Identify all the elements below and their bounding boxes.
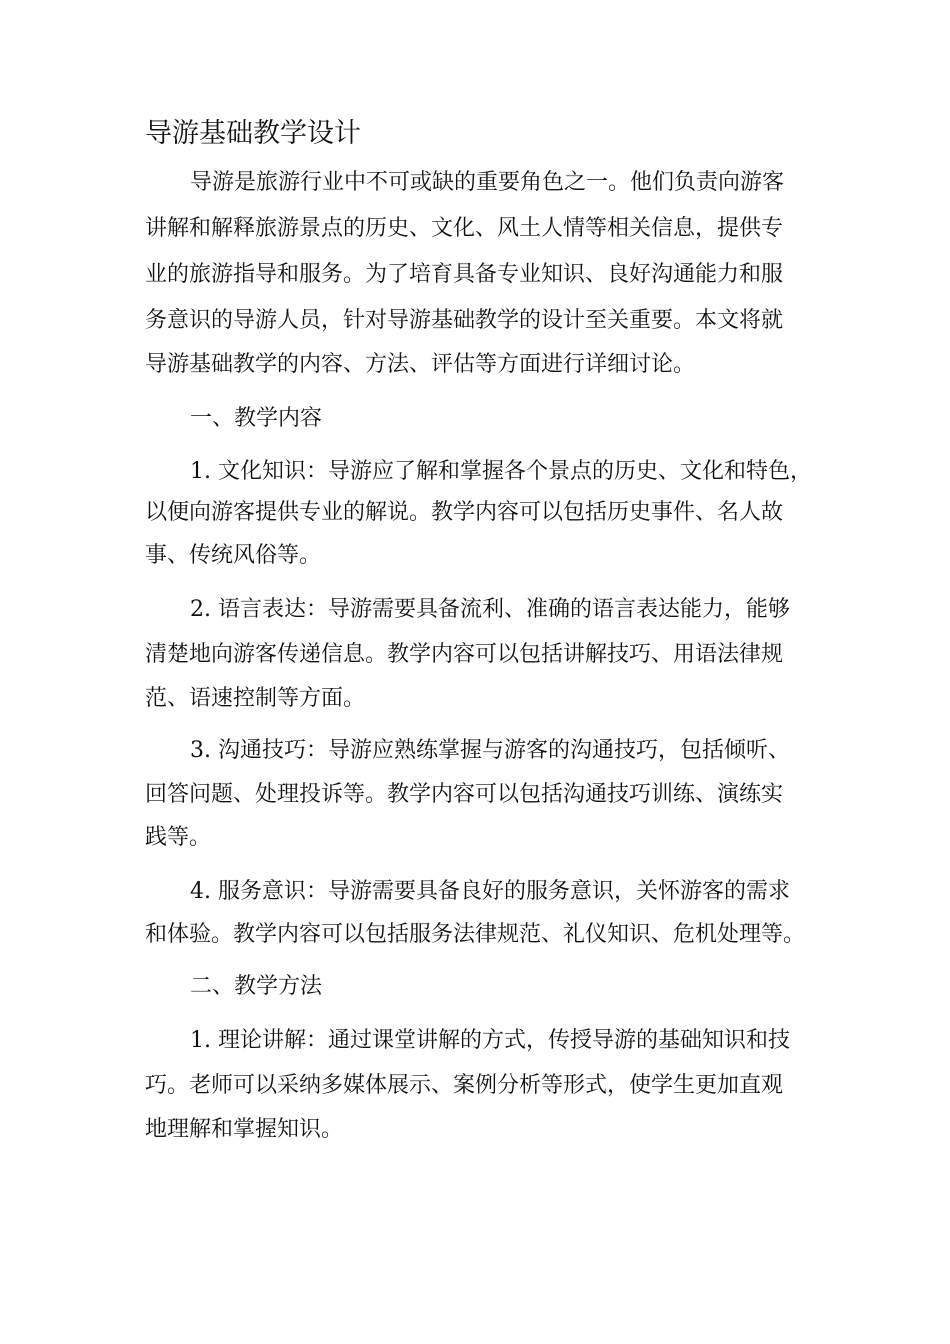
paragraph-line: 导游基础教学的内容、方法、评估等方面进行详细讨论。: [145, 352, 696, 377]
paragraph-line: 业的旅游指导和服务。为了培育具备专业知识、良好沟通能力和服: [145, 262, 784, 287]
paragraph-line: 讲解和解释旅游景点的历史、文化、风土人情等相关信息，提供专: [145, 216, 784, 241]
paragraph-line: 4. 服务意识：导游需要具备良好的服务意识，关怀游客的需求: [190, 879, 790, 904]
paragraph-line: 回答问题、处理投诉等。教学内容可以包括沟通技巧训练、演练实: [145, 782, 784, 807]
paragraph-line: 范、语速控制等方面。: [145, 686, 366, 711]
paragraph-line: 巧。老师可以采纳多媒体展示、案例分析等形式，使学生更加直观: [145, 1073, 784, 1098]
paragraph-line: 清楚地向游客传递信息。教学内容可以包括讲解技巧、用语法律规: [145, 642, 784, 667]
paragraph-line: 和体验。教学内容可以包括服务法律规范、礼仪知识、危机处理等。: [145, 922, 806, 947]
section-heading: 一、教学内容: [190, 406, 323, 431]
paragraph-line: 践等。: [145, 825, 212, 850]
document-title: 导游基础教学设计: [145, 118, 361, 149]
paragraph-line: 地理解和掌握知识。: [145, 1117, 344, 1142]
paragraph-line: 2. 语言表达：导游需要具备流利、准确的语言表达能力，能够: [190, 597, 790, 622]
paragraph-line: 以便向游客提供专业的解说。教学内容可以包括历史事件、名人故: [145, 500, 784, 525]
paragraph-line: 1. 文化知识：导游应了解和掌握各个景点的历史、文化和特色，: [190, 459, 812, 484]
paragraph-line: 3. 沟通技巧：导游应熟练掌握与游客的沟通技巧，包括倾听、: [190, 738, 790, 763]
paragraph-line: 事、传统风俗等。: [145, 543, 322, 568]
section-heading: 二、教学方法: [190, 974, 323, 999]
paragraph-line: 导游是旅游行业中不可或缺的重要角色之一。他们负责向游客: [190, 170, 785, 195]
paragraph-line: 1. 理论讲解：通过课堂讲解的方式，传授导游的基础知识和技: [190, 1028, 790, 1053]
paragraph-line: 务意识的导游人员，针对导游基础教学的设计至关重要。本文将就: [145, 308, 784, 333]
